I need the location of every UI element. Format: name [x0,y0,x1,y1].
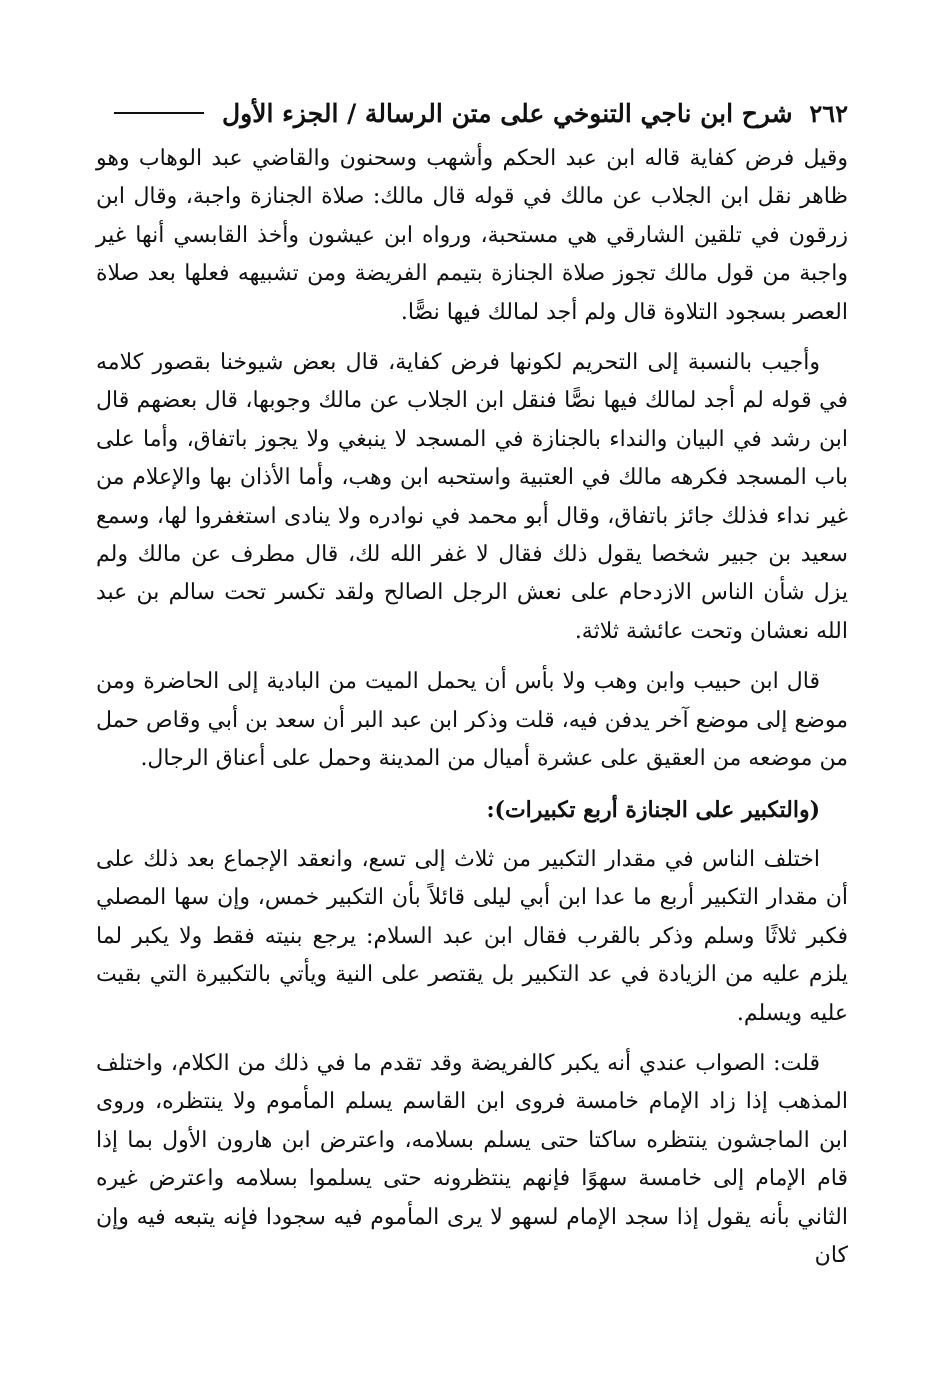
paragraph-2: وأجيب بالنسبة إلى التحريم لكونها فرض كفاية، قال بعض شيوخنا بقصور كلامه في قوله لم أجد لمالك فيها نصًّا فنقل ابن الجلاب عن مالك وجوبها، قال بعضهم قال ابن رشد في البيان والنداء بالجنازة في المسجد لا ينبغي ولا يجوز باتفاق، وأما على باب المسجد فكرهه مالك في العتبية واستحبه ابن وهب، وأما الأذان بها والإعلام من غير نداء فذلك جائز باتفاق، وقال أبو محمد في نوادره ولا ينادى استغفروا لها، وسمع سعيد بن جبير شخصا يقول ذلك فقال لا غفر الله لك، قال مطرف عن مالك ولم يزل شأن الناس الازدحام على نعش الرجل الصالح ولقد تكسر تحت سالم بن عبد الله نعشان وتحت عائشة ثلاثة. [96,350,848,644]
running-header [96,90,848,136]
header-title-group [96,99,809,128]
header-rule [114,112,204,114]
page-number: ٢٦٢ [809,98,848,128]
paragraph-5: قلت: الصواب عندي أنه يكبر كالفريضة وقد تقدم ما في ذلك من الكلام، واختلف المذهب إذا زاد الإمام خامسة فروى ابن القاسم يسلم المأموم ولا ينتظره، وروى ابن الماجشون ينتظره ساكتا حتى يسلم بسلامه، واعترض ابن هارون الأول بما إذا قام الإمام إلى خامسة سهوًا فإنهم ينتظرونه حتى يسلموا بسلامه واعترض غيره الثاني بأنه يقول إذا سجد الإمام لسهو لا يرى المأموم فيه سجودا فإنه يتبعه فيه وإن كان [96,1050,848,1268]
section-heading: (والتكبير على الجنازة أربع تكبيرات): [486,796,820,823]
paragraph-3: قال ابن حبيب وابن وهب ولا بأس أن يحمل الميت من البادية إلى الحاضرة ومن موضع إلى موضع آخر يدفن فيه، قلت وذكر ابن عبد البر أن سعد بن أبي وقاص حمل من موضعه من العقيق على عشرة أميال من المدينة وحمل على أعناق الرجال. [96,669,848,772]
paragraph-1: وقيل فرض كفاية قاله ابن عبد الحكم وأشهب وسحنون والقاضي عبد الوهاب وهو ظاهر نقل ابن الجلاب عن مالك في قوله قال مالك: صلاة الجنازة واجبة، وقال ابن زرقون في تلقين الشارقي هي مستحبة، ورواه ابن عيشون وأخذ القابسي أنها غير واجبة من قول مالك تجوز صلاة الجنازة بتيمم الفريضة ومن تشبيهه فعلها بعد صلاة العصر بسجود التلاوة قال ولم أجد لمالك فيها نصًّا. [96,146,848,325]
running-title: شرح ابن ناجي التنوخي على متن الرسالة / الجزء الأول [222,98,793,128]
paragraph-4: اختلف الناس في مقدار التكبير من ثلاث إلى تسع، وانعقد الإجماع بعد ذلك على أن مقدار التكبير أربع ما عدا ابن أبي ليلى قائلاً بأن التكبير خمس، وإن سها المصلي فكبر ثلاثًا وسلم وذكر بالقرب فقال ابن عبد السلام: يرجع بنيته فقط ولا يكبر لما يلزم عليه من الزيادة في عد التكبير بل يقتصر على النية ويأتي بالتكبيرة التي بقيت عليه ويسلم. [96,846,848,1026]
body-text [96,140,848,1275]
